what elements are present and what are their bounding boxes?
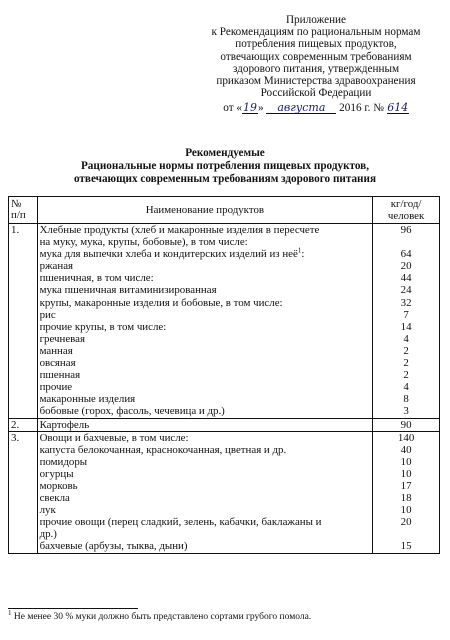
product-name <box>40 284 371 296</box>
heading-line: отвечающих современным требованиям здорового питания <box>73 173 377 185</box>
appendix-block <box>198 14 434 115</box>
date-prefix: от « <box>223 102 242 115</box>
product-name <box>40 516 371 528</box>
product-value: 96 <box>400 224 412 236</box>
product-names <box>37 418 373 431</box>
product-name <box>40 345 371 357</box>
col-number-header: № п/п <box>9 197 38 224</box>
product-value: 15 <box>400 540 412 553</box>
product-value: 7 <box>403 308 409 321</box>
product-name <box>40 492 371 504</box>
product-name <box>40 456 371 468</box>
product-name <box>40 224 371 236</box>
product-name-text: свекла <box>39 492 70 505</box>
appendix-line: приказом Министерства здравоохранения <box>216 75 416 88</box>
product-name-text: др.) <box>39 528 57 541</box>
product-name <box>40 432 371 444</box>
product-name-text: бахчевые (арбузы, тыква, дыни) <box>39 540 188 553</box>
product-name-text: мука пшеничная витаминизированная <box>39 284 217 297</box>
footnote-mark: 1 <box>8 608 12 617</box>
product-value: 20 <box>400 260 412 273</box>
product-name <box>40 297 371 309</box>
product-name-text: капуста белокочанная, краснокочанная, цветная и др. <box>39 443 287 456</box>
product-name <box>40 333 371 345</box>
row-number: 3. <box>9 431 38 553</box>
product-name-text: помидоры <box>39 455 88 468</box>
table-header-row <box>9 197 440 224</box>
norms-table <box>8 196 440 554</box>
product-value: 4 <box>403 381 409 394</box>
product-value: 40 <box>400 443 412 456</box>
product-value: 2 <box>403 357 409 370</box>
product-values <box>373 418 440 431</box>
product-name-text: прочие овощи (перец сладкий, зелень, кабачки, баклажаны и <box>39 516 322 529</box>
product-value: 44 <box>400 272 412 285</box>
product-name <box>40 236 371 248</box>
product-name <box>40 321 371 333</box>
product-name-text: ржаная <box>39 260 74 273</box>
heading-line: Рекомендуемые <box>185 147 265 159</box>
product-value: 32 <box>400 296 412 309</box>
date-month: августа <box>266 102 336 114</box>
product-value: 18 <box>400 492 412 505</box>
footnote-ref: 1 <box>297 246 302 255</box>
footnote <box>8 608 312 622</box>
product-name-text: мука для выпечки хлеба и кондитерских изделий из неё <box>39 248 298 261</box>
product-value: 24 <box>400 284 412 297</box>
product-name <box>40 528 371 540</box>
product-value: 4 <box>403 332 409 345</box>
product-value: 140 <box>397 431 415 444</box>
appendix-date <box>198 102 434 114</box>
product-name <box>40 260 371 272</box>
product-names <box>37 431 373 553</box>
appendix-line: к Рекомендациям по рациональным нормам <box>211 26 421 39</box>
product-name <box>40 248 371 260</box>
product-name-text: огурцы <box>39 467 74 480</box>
product-value: 17 <box>400 479 412 492</box>
product-name-text: Хлебные продукты (хлеб и макаронные изделия в пересчете <box>39 224 320 236</box>
product-name-text: морковь <box>39 479 78 492</box>
product-value: 20 <box>400 516 412 529</box>
product-name <box>40 480 371 492</box>
product-names <box>37 224 373 419</box>
product-name-text: прочие крупы, в том числе: <box>39 320 167 333</box>
heading-line: Рациональные нормы потребления пищевых продуктов, <box>80 160 370 172</box>
appendix-line: Российской Федерации <box>260 87 372 100</box>
order-number: 614 <box>387 101 409 115</box>
product-value: 8 <box>403 393 409 406</box>
product-value: 2 <box>403 369 409 382</box>
product-name <box>40 504 371 516</box>
row-number: 2. <box>9 418 38 431</box>
product-value: 2 <box>403 344 409 357</box>
product-name-text: крупы, макаронные изделия и бобовые, в том числе: <box>39 296 283 309</box>
document-heading <box>0 147 450 186</box>
product-value: 14 <box>400 320 412 333</box>
product-name-text: на муку, мука, крупы, бобовые), в том числе: <box>39 236 248 249</box>
product-name-text: пшенная <box>39 369 81 382</box>
product-values <box>373 224 440 419</box>
product-name <box>40 444 371 456</box>
footnote-text: Не менее 30 % муки должно быть представлено сортами грубого помола. <box>11 612 312 622</box>
product-name <box>40 381 371 393</box>
product-name <box>40 357 371 369</box>
product-name <box>40 468 371 480</box>
date-year: 2016 г. № <box>339 102 384 115</box>
appendix-line: потребления пищевых продуктов, <box>235 38 397 51</box>
col-name-header: Наименование продуктов <box>37 197 373 224</box>
product-name-text: манная <box>39 344 73 357</box>
date-mid: » <box>257 102 264 115</box>
product-name <box>40 405 371 417</box>
product-name-text: гречневая <box>39 332 86 345</box>
table-row <box>9 418 440 431</box>
product-value <box>375 236 437 248</box>
product-value: 64 <box>400 248 412 261</box>
appendix-line: здорового питания, утвержденным <box>232 62 400 75</box>
footnote-rule <box>8 608 138 609</box>
product-name-text: овсяная <box>39 357 76 370</box>
product-name-text: макаронные изделия <box>39 393 136 406</box>
product-name-tail: : <box>301 248 305 261</box>
date-day: 19 <box>242 101 257 115</box>
product-name <box>40 419 371 431</box>
product-name <box>40 540 371 552</box>
product-value <box>375 528 437 540</box>
product-value: 10 <box>400 504 412 517</box>
product-name-text: Картофель <box>39 418 90 431</box>
product-name-text: бобовые (горох, фасоль, чечевица и др.) <box>39 405 225 418</box>
table-body <box>9 224 440 554</box>
table-row <box>9 431 440 553</box>
col-value-header: кг/год/человек <box>373 197 440 224</box>
product-value: 10 <box>400 467 412 480</box>
product-name-text: прочие <box>39 381 73 394</box>
product-name <box>40 393 371 405</box>
product-value: 90 <box>400 418 412 431</box>
product-name-text: рис <box>39 308 56 321</box>
product-name <box>40 272 371 284</box>
appendix-line: Приложение <box>285 14 347 26</box>
product-name-text: пшеничная, в том числе: <box>39 272 154 285</box>
product-name-text: Овощи и бахчевые, в том числе: <box>39 431 189 444</box>
product-name <box>40 369 371 381</box>
table-row <box>9 224 440 419</box>
product-value: 3 <box>403 405 409 418</box>
product-name <box>40 309 371 321</box>
product-value: 10 <box>400 455 412 468</box>
appendix-line: отвечающих современным требованиям <box>220 50 412 63</box>
row-number: 1. <box>9 224 38 419</box>
product-values <box>373 431 440 553</box>
product-name-text: лук <box>39 504 56 517</box>
